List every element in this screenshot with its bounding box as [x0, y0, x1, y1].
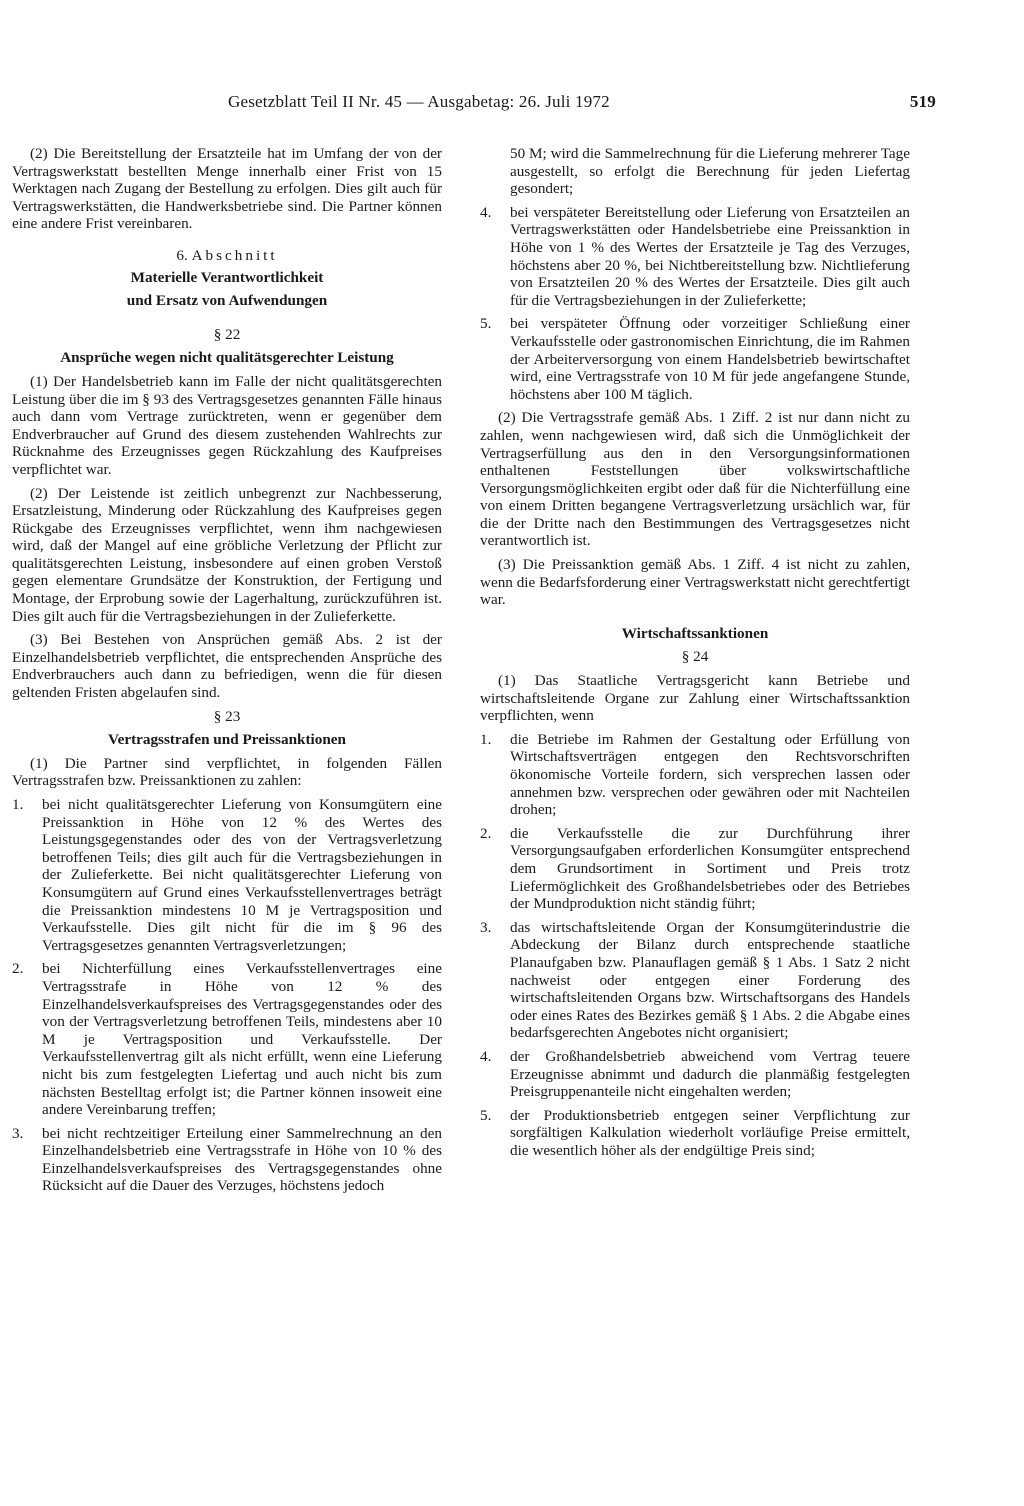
running-head: Gesetzblatt Teil II Nr. 45 — Ausgabetag: 26. Juli 1972 — [228, 92, 610, 111]
list-item — [480, 1107, 910, 1160]
abschnitt-title-line-1: Materielle Verantwortlichkeit — [130, 268, 324, 286]
list-item-number: 4. — [480, 203, 492, 221]
list-item-number: 4. — [480, 1047, 492, 1065]
list-item — [480, 825, 910, 913]
list-item-text: bei Nichterfüllung eines Verkaufsstellenvertrages eine Vertragsstrafe in Höhe von 12 % des Einzelhandelsverkaufspreises des Vertragsgegenstandes oder des von der Vertragsverletzung betroffenen Teils, mindestens aber 10 M je Vertragsposition und Verkaufsstelle. Der Verkaufsstellenvertrag gilt als nicht erfüllt, wenn eine Lieferung nicht bis zum festgelegten Liefertag und auch nicht bis zum nächsten Bestelltag erfolgt ist; die Partner können insoweit eine andere Vereinbarung treffen; — [42, 960, 442, 1119]
section-23-para-2: (2) Die Vertragsstrafe gemäß Abs. 1 Ziff. 2 ist nur dann nicht zu zahlen, wenn nachgewiesen wird, daß sich die Unmöglichkeit der Vertragserfüllung aus den in den Versorgungsinformationen enthaltenen Feststellungen über volkswirtschaftliche Versorgungsmöglichkeiten ergibt oder daß für die Nichterfüllung eine von einem Dritten begangene Vertragsverletzung ursächlich war, für die der Dritte nach den Bestimmungen des Vertragsgesetzes nicht verantwortlich ist. — [480, 409, 910, 550]
list-item-number: 2. — [480, 824, 492, 842]
list-item-text: der Produktionsbetrieb entgegen seiner Verpflichtung zur sorgfältigen Kalkulation wiederholt vorläufige Preise ermittelt, die wesentlich höher als der endgültige Preis sind; — [510, 1106, 910, 1159]
list-item — [12, 796, 442, 954]
list-item-number: 5. — [480, 315, 492, 333]
list-item-number: 3. — [480, 918, 492, 936]
list-item — [480, 1048, 910, 1101]
list-item — [480, 919, 910, 1042]
right-column — [480, 145, 910, 1165]
list-item — [480, 731, 910, 819]
list-item-text: der Großhandelsbetrieb abweichend vom Vertrag teuere Erzeugnisse abnimmt und dadurch die planmäßig festgelegten Preisgruppenanteile nicht eingehalten werden; — [510, 1047, 910, 1101]
section-22-para-2: (2) Der Leistende ist zeitlich unbegrenzt zur Nachbesserung, Ersatzleistung, Minderung oder Rückzahlung des Kaufpreises gegen Rückgabe des Erzeugnisses verpflichtet, wenn ihm nachgewiesen wird, daß der Mangel auf eine gröbliche Verletzung der Pflicht zur qualitätsgerechten Leistung, insbesondere auf einen groben Verstoß gegen elementare Grundsätze der Konstruktion, der Fertigung und Montage, der Erprobung sowie der Lagerhaltung, zurückzuführen ist. Dies gilt auch für die Vertragsbeziehungen in der Zulieferkette. — [12, 484, 442, 625]
page-header — [228, 92, 936, 118]
list-item-text: die Verkaufsstelle die zur Durchführung ihrer Versorgungsaufgaben erforderlichen Konsumgüter entsprechend dem Grundsortiment in Sortiment und Preis trotz Liefermöglichkeit des Großhandelsbetriebes oder des Betriebes der Mundproduktion nicht ständig führt; — [510, 824, 910, 913]
section-24-para-1: (1) Das Staatliche Vertragsgericht kann Betriebe und wirtschaftsleitende Organe zur Zahlung einer Wirtschaftssanktion verpflichten, wenn — [480, 672, 910, 725]
abschnitt-word: Abschnitt — [191, 246, 278, 264]
list-item — [12, 960, 442, 1118]
abschnitt-number: 6. — [176, 246, 188, 264]
list-item — [480, 204, 910, 310]
abschnitt-title-line-2: und Ersatz von Aufwendungen — [126, 292, 328, 310]
left-column — [12, 145, 442, 1201]
section-22-para-3: (3) Bei Bestehen von Ansprüchen gemäß Abs. 2 ist der Einzelhandelsbetrieb verpflichtet, die entsprechenden Ansprüche des Endverbrauchers auch dann zu befriedigen, wenn die für diesen geltenden Fristen abgelaufen sind. — [12, 631, 442, 702]
list-item — [12, 1125, 442, 1195]
section-23-para-3: (3) Die Preissanktion gemäß Abs. 1 Ziff. 4 ist nicht zu zahlen, wenn die Bedarfsforderung einer Vertragswerkstatt nicht gerechtfertigt war. — [480, 556, 910, 609]
section-23-title: Vertragsstrafen und Preissanktionen — [108, 731, 346, 749]
wirtschaftssanktionen-heading: Wirtschaftssanktionen — [621, 624, 769, 642]
paragraph-bereitstellung: (2) Die Bereitstellung der Ersatzteile hat im Umfang der von der Vertragswerkstatt bestellten Menge innerhalb einer Frist von 15 Werktagen nach Zugang der Bestellung zu erfolgen. Dies gilt auch für Vertragswerkstätten, die Handwerksbetriebe sind. Die Partner können eine andere Frist vereinbaren. — [12, 145, 442, 233]
section-22-title: Ansprüche wegen nicht qualitätsgerechter Leistung — [60, 349, 394, 367]
list-item-text: bei nicht rechtzeitiger Erteilung einer Sammelrechnung an den Einzelhandelsbetrieb eine Vertragsstrafe in Höhe von 10 % des Einzelhandelsverkaufspreises des Vertragsgegenstandes ohne Rücksicht auf die Dauer des Verzuges, höchstens jedoch — [42, 1124, 442, 1195]
list-item-number: 1. — [480, 730, 492, 748]
list-item — [480, 315, 910, 403]
item-3-continuation: 50 M; wird die Sammelrechnung für die Lieferung mehrerer Tage ausgestellt, so erfolgt die Berechnung für jeden Liefertag gesondert; — [510, 145, 910, 198]
list-item-number: 5. — [480, 1106, 492, 1124]
list-item-number: 2. — [12, 960, 24, 978]
list-item-text: das wirtschaftsleitende Organ der Konsumgüterindustrie die Abdeckung der Bilanz durch entsprechende staatliche Planaufgaben bzw. Planauflagen gemäß § 1 Abs. 1 Satz 2 nicht nachweist oder entgegen einer Forderung des wirtschaftsleitenden Organs bzw. Wirtschaftsorgans des Handels oder eines Rates des Bezirkes gemäß § 1 Abs. 2 die Abgabe eines bedarfsgerechten Angebotes nicht organisiert; — [510, 918, 910, 1042]
page-number: 519 — [909, 92, 936, 111]
section-22-number: § 22 — [213, 325, 241, 343]
section-23-number: § 23 — [213, 707, 241, 725]
section-23-para-1: (1) Die Partner sind verpflichtet, in folgenden Fällen Vertragsstrafen bzw. Preissanktionen zu zahlen: — [12, 754, 442, 790]
abschnitt-heading — [12, 247, 442, 265]
list-item-text: die Betriebe im Rahmen der Gestaltung oder Erfüllung von Wirtschaftsverträgen entgegen den Rechtsvorschriften ökonomische Vorteile fordern, sich versprechen lassen oder annehmen bzw. versprechen oder gewähren oder mit Nachteilen drohen; — [510, 730, 910, 819]
list-item-number: 1. — [12, 796, 24, 813]
list-item-text: bei verspäteter Öffnung oder vorzeitiger Schließung einer Verkaufsstelle oder gastronomischen Einrichtung, die im Rahmen der Arbeiterversorgung von einem Handelsbetrieb bewirtschaftet wird, eine Vertragsstrafe von 10 M für jede angefangene Stunde, höchstens aber 100 M täglich. — [510, 315, 910, 403]
section-24-number: § 24 — [681, 648, 709, 666]
list-item-number: 3. — [12, 1124, 24, 1142]
list-item-text: bei verspäteter Bereitstellung oder Lieferung von Ersatzteilen an Vertragswerkstätten oder Handelsbetriebe eine Preissanktion in Höhe von 1 % des Wertes der Ersatzteile je Tag des Verzuges, höchstens aber 20 %, bei Nichtbereitstellung bzw. Nichtlieferung von Ersatzteilen 20 % des Wertes der Ersatzteile. Dies gilt auch für die Vertragsbeziehungen in der Zulieferkette; — [510, 203, 910, 309]
list-item-text: bei nicht qualitätsgerechter Lieferung von Konsumgütern eine Preissanktion in Höhe von 12 % des Wertes des Leistungsgegenstandes oder des von der Vertragsverletzung betroffenen Teils; dies gilt auch für die Vertragsbeziehungen in der Zulieferkette. Bei nicht qualitätsgerechter Lieferung von Konsumgütern auf Grund eines Verkaufsstellenvertrages beträgt die Preissanktion mindestens 10 M je Vertragsposition und Verkaufsstelle. Dies gilt nicht für die im § 96 des Vertragsgesetzes genannten Vertragsverletzungen; — [42, 796, 442, 954]
section-22-para-1: (1) Der Handelsbetrieb kann im Falle der nicht qualitätsgerechten Leistung über die im § 93 des Vertragsgesetzes genannten Fälle hinaus auch dann vom Vertrage zurücktreten, wenn er gegenüber dem Endverbraucher auf Grund des diesem zustehenden Wahlrechts zur Rücknahme des Erzeugnisses gegen Rückzahlung des Kaufpreises verpflichtet war. — [12, 372, 442, 478]
